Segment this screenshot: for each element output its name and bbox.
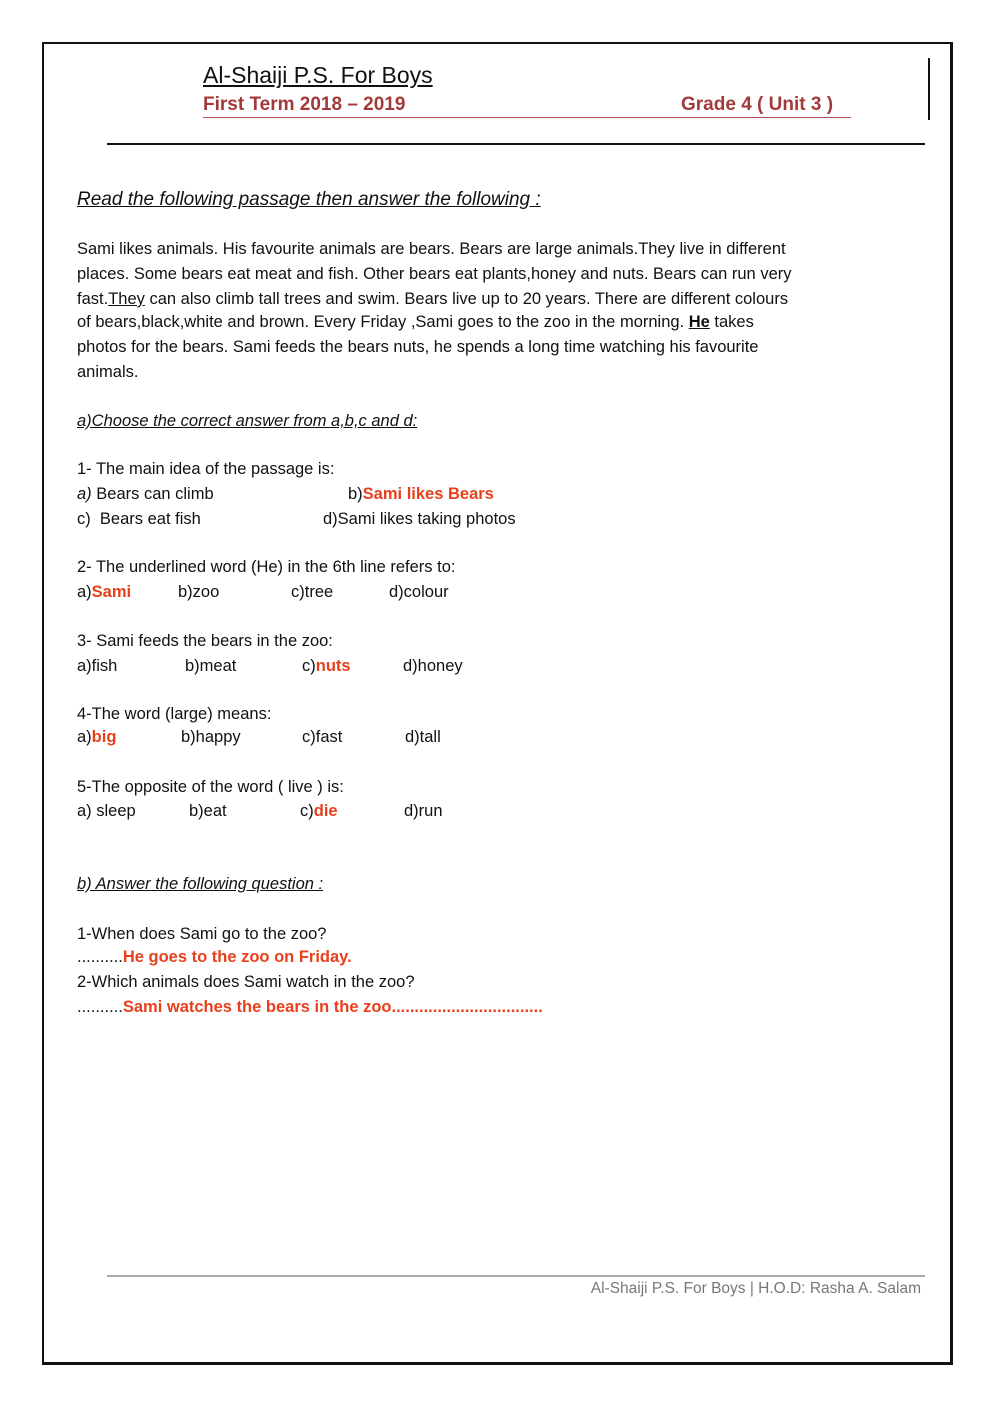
header-divider	[107, 143, 925, 145]
question-3: 3- Sami feeds the bears in the zoo:	[77, 632, 333, 650]
answer-text: He goes to the zoo on Friday.	[122, 948, 352, 966]
option-text: zoo	[192, 583, 220, 601]
answer-2	[77, 996, 543, 1018]
option-b	[178, 581, 219, 603]
option-text: eat	[203, 802, 227, 820]
option-d	[405, 726, 441, 748]
option-text: tree	[304, 583, 334, 601]
answer-dots: ..........	[77, 948, 123, 966]
option-letter: b)	[181, 728, 196, 746]
open-question-1: 1-When does Sami go to the zoo?	[77, 925, 327, 943]
option-text: Sami likes taking photos	[337, 510, 516, 528]
correct-answer: die	[313, 802, 338, 820]
option-letter: b)	[185, 657, 200, 675]
option-d	[404, 800, 443, 822]
text: takes	[709, 313, 754, 331]
option-letter: b)	[178, 583, 193, 601]
option-text: sleep	[91, 802, 136, 820]
header-vertical-rule	[928, 58, 930, 120]
correct-answer: Sami	[91, 583, 132, 601]
text: can also climb tall trees and swim. Bears live up to 20 years. There are different colours	[144, 290, 789, 308]
option-text: fast	[315, 728, 343, 746]
term-label: First Term 2018 – 2019	[203, 94, 406, 115]
option-letter: c)	[77, 510, 91, 528]
section-a-title: a)Choose the correct answer from a,b,c and d:	[77, 412, 418, 430]
underlined-word-they: They	[108, 290, 145, 308]
passage-line: photos for the bears. Sami feeds the bears nuts, he spends a long time watching his favourite	[77, 338, 759, 356]
option-letter: c)	[302, 728, 316, 746]
option-d	[323, 508, 516, 530]
option-b	[181, 726, 241, 748]
correct-answer: big	[91, 728, 117, 746]
option-d	[389, 581, 449, 603]
correct-answer: nuts	[315, 657, 351, 675]
option-text: honey	[417, 657, 463, 675]
grade-label: Grade 4 ( Unit 3 )	[681, 94, 834, 115]
passage-line: Sami likes animals. His favourite animals are bears. Bears are large animals.They live in different	[77, 240, 786, 258]
question-2: 2- The underlined word (He) in the 6th line refers to:	[77, 558, 456, 576]
option-text: colour	[403, 583, 449, 601]
passage-line: animals.	[77, 363, 139, 381]
passage-line: places. Some bears eat meat and fish. Other bears eat plants,honey and nuts. Bears can run very	[77, 265, 792, 283]
option-b	[185, 655, 236, 677]
option-letter: b)	[348, 485, 363, 503]
question-4: 4-The word (large) means:	[77, 705, 272, 723]
option-letter: d)	[323, 510, 338, 528]
option-a	[77, 483, 214, 505]
option-c	[302, 726, 342, 748]
option-letter: a)	[77, 657, 92, 675]
option-a	[77, 726, 116, 748]
correct-answer: Sami likes Bears	[362, 485, 494, 503]
option-text: happy	[195, 728, 241, 746]
option-letter: d)	[404, 802, 419, 820]
text: fast.	[77, 290, 109, 308]
option-text: Bears can climb	[91, 485, 214, 503]
option-c	[77, 508, 201, 530]
question-5: 5-The opposite of the word ( live ) is:	[77, 778, 344, 796]
footer-divider	[107, 1275, 925, 1277]
option-letter: d)	[405, 728, 420, 746]
text: of bears,black,white and brown. Every Friday ,Sami goes to the zoo in the morning.	[77, 313, 689, 331]
option-a	[77, 655, 117, 677]
option-letter: c)	[291, 583, 305, 601]
option-letter: b)	[189, 802, 204, 820]
option-letter: a)	[77, 485, 92, 503]
option-c	[291, 581, 333, 603]
open-question-2: 2-Which animals does Sami watch in the zoo?	[77, 973, 415, 991]
header-underline	[203, 117, 851, 118]
option-a	[77, 581, 131, 603]
option-letter: a)	[77, 728, 92, 746]
option-text: tall	[419, 728, 441, 746]
option-letter: a)	[77, 583, 92, 601]
option-text: Bears eat fish	[90, 510, 201, 528]
option-letter: a)	[77, 802, 92, 820]
option-letter: c)	[300, 802, 314, 820]
option-d	[403, 655, 463, 677]
footer-text: Al-Shaiji P.S. For Boys | H.O.D: Rasha A. Salam	[590, 1280, 921, 1297]
school-name: Al-Shaiji P.S. For Boys	[203, 62, 433, 88]
section-b-title: b) Answer the following question :	[77, 875, 324, 893]
option-letter: d)	[403, 657, 418, 675]
option-letter: c)	[302, 657, 316, 675]
underlined-word-he: He	[688, 313, 710, 331]
option-b	[348, 483, 494, 505]
option-text: fish	[91, 657, 118, 675]
passage-line	[77, 288, 788, 310]
option-c	[302, 655, 351, 677]
answer-text: Sami watches the bears in the zoo.................................	[122, 998, 543, 1016]
answer-1	[77, 946, 352, 968]
option-text: run	[418, 802, 443, 820]
option-letter: d)	[389, 583, 404, 601]
option-c	[300, 800, 338, 822]
option-text: meat	[199, 657, 237, 675]
instruction: Read the following passage then answer the following :	[77, 189, 541, 210]
option-b	[189, 800, 227, 822]
passage-line	[77, 311, 754, 333]
option-a	[77, 800, 136, 822]
question-1: 1- The main idea of the passage is:	[77, 460, 335, 478]
answer-dots: ..........	[77, 998, 123, 1016]
